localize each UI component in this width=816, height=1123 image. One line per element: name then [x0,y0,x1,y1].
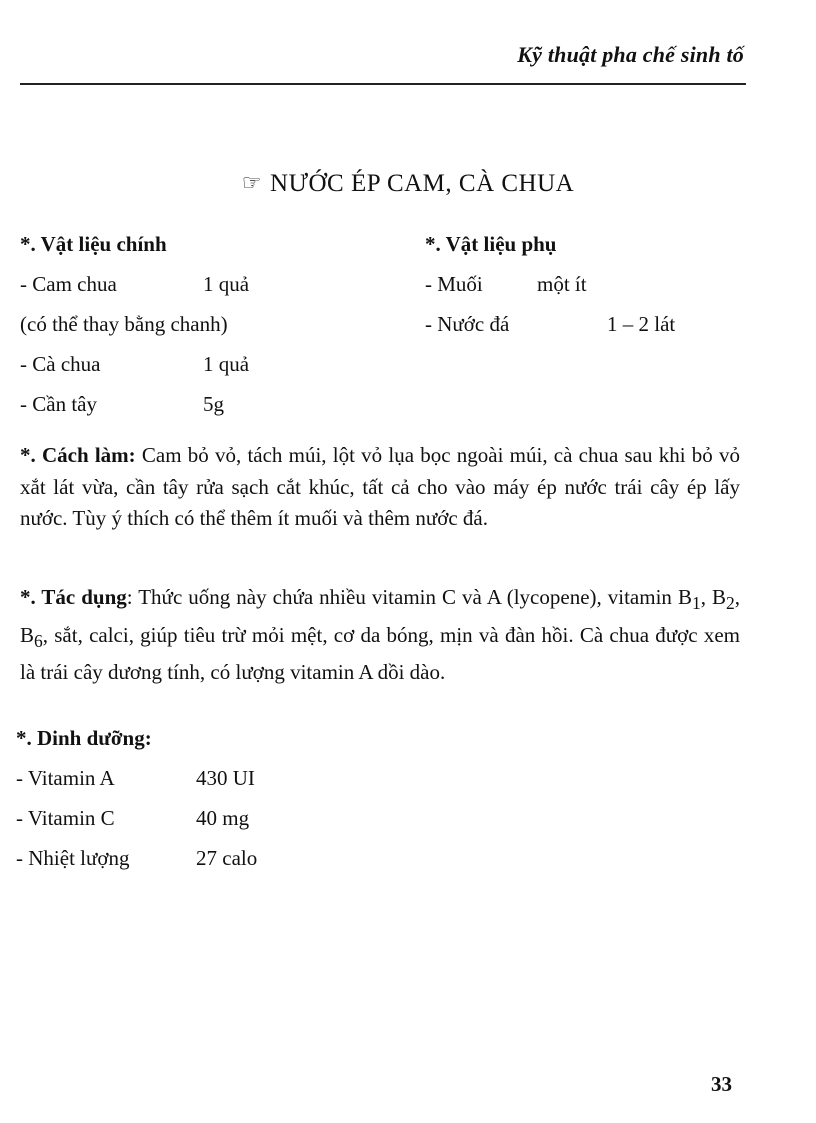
extra-ingredients [425,234,765,354]
nutrient-name: - Nhiệt lượng [16,846,130,870]
main-ingredients-heading: *. Vật liệu chính [20,232,167,256]
method-text: Cam bỏ vỏ, tách múi, lột vỏ lụa bọc ngoài múi, cà chua sau khi bỏ vỏ xắt lát vừa, cần tây rửa sạch cắt khúc, tất cả cho vào máy ép nước trái cây ép lấy nước. Tùy ý thích có thể thêm ít muối và thêm nước đá. [20,443,740,530]
ingredient-row [425,314,765,354]
nutrition-heading: *. Dinh dưỡng: [16,726,152,750]
ingredient-row [425,274,765,314]
ingredient-note: (có thể thay bằng chanh) [20,312,228,336]
ingredient-qty: một ít [537,272,587,296]
effect-text: , B [20,585,740,647]
subscript: 2 [725,593,735,614]
nutrient-name: - Vitamin C [16,806,115,830]
running-header: Kỹ thuật pha chế sinh tố [517,42,744,67]
pointing-hand-icon: ☞ [241,170,263,195]
ingredient-qty: 5g [203,392,224,416]
ingredient-qty: 1 quả [203,272,250,296]
nutrient-value: 430 UI [196,766,255,790]
subscript: 1 [691,593,701,614]
ingredient-qty: 1 quả [203,352,250,376]
nutrition-section [16,726,258,886]
nutrition-row [16,766,255,806]
ingredient-row [20,274,400,314]
page-number: 33 [711,1072,732,1096]
extra-ingredients-heading: *. Vật liệu phụ [425,232,557,256]
recipe-title-text: NƯỚC ÉP CAM, CÀ CHUA [270,170,575,197]
ingredient-name: - Cam chua [20,272,117,296]
subscript: 6 [34,630,43,651]
effect-text: , sắt, calci, giúp tiêu trừ mỏi mệt, cơ da bóng, mịn và đàn hồi. Cà chua được xem là trái cây dương tính, có lượng vitamin A dồi dào. [20,622,740,685]
ingredient-row [20,354,400,394]
nutrient-name: - Vitamin A [16,766,115,790]
nutrient-value: 27 calo [196,846,258,870]
nutrient-value: 40 mg [196,806,250,830]
nutrition-row [16,806,250,846]
header-rule [20,83,746,85]
effect-paragraph [20,582,740,689]
main-ingredients [20,234,400,434]
effect-label: *. Tác dụng [20,585,127,609]
ingredient-qty: 1 – 2 lát [607,312,676,336]
recipe-title [0,170,816,198]
ingredient-name: - Muối [425,272,483,296]
ingredient-name: - Cà chua [20,352,101,376]
method-label: *. Cách làm: [20,443,136,467]
nutrition-row [16,846,258,886]
effect-text: , B [700,585,726,609]
method-paragraph [20,440,740,535]
ingredient-name: - Nước đá [425,312,510,336]
ingredient-row [20,394,400,434]
effect-text: : Thức uống này chứa nhiều vitamin C và A (lycopene), vitamin B [126,585,692,609]
ingredient-name: - Cần tây [20,392,97,416]
